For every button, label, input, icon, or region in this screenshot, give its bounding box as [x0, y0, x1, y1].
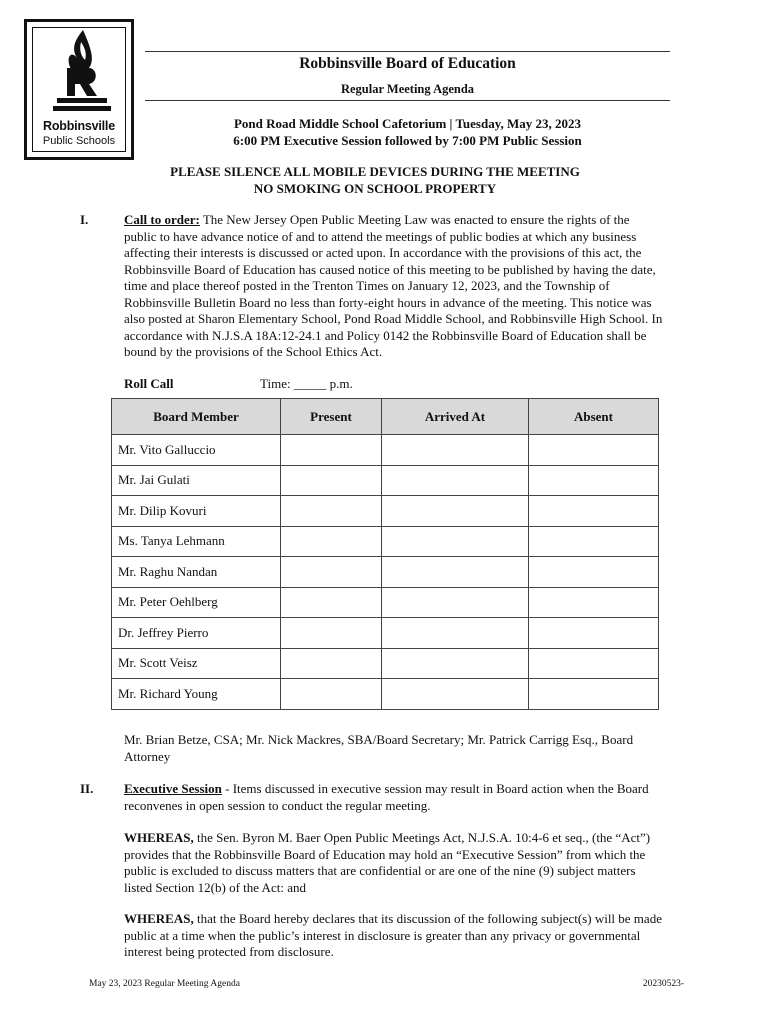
- column-header-present: Present: [281, 399, 382, 435]
- whereas-paragraph-1: [124, 830, 664, 896]
- staff-attendees: Mr. Brian Betze, CSA; Mr. Nick Mackres, SBA/Board Secretary; Mr. Patrick Carrigg Esq., Board Attorney: [124, 732, 634, 764]
- absent-cell[interactable]: [529, 587, 659, 618]
- logo-subtitle: Public Schools: [42, 135, 116, 147]
- arrived-at-cell[interactable]: [382, 526, 529, 557]
- member-name: Mr. Peter Oehlberg: [112, 587, 281, 618]
- table-row: [112, 618, 659, 649]
- absent-cell[interactable]: [529, 465, 659, 496]
- arrived-at-cell[interactable]: [382, 679, 529, 710]
- member-name: Mr. Dilip Kovuri: [112, 496, 281, 527]
- section-2-body: - Items discussed in executive session may result in Board action when the Board reconvenes in open session to conduct the regular meeting.: [124, 781, 649, 813]
- present-cell[interactable]: [281, 435, 382, 466]
- column-header-board-member: Board Member: [112, 399, 281, 435]
- document-title: Robbinsville Board of Education: [299, 55, 516, 72]
- member-name: Mr. Richard Young: [112, 679, 281, 710]
- section-1-body: The New Jersey Open Public Meeting Law was enacted to ensure the rights of the public to have advance notice of and to attend the meetings of public bodies at which any business affecting their interests is discussed or acted upon. In accordance with the provisions of this act, the Robbinsville Board of Education has caused notice of this meeting to be published by having the date, time and place thereof posted in the Trenton Times on January 12, 2023, and the Township of Robbinsville Bulletin Board no less than forty-eight hours in advance of the meeting. This notice was also posted at Sharon Elementary School, Pond Road Middle School, and Robbinsville High School. In accordance with N.J.S.A 18A:12-24.1 and Policy 0142 the Robbinsville Board of Education shall be bound by the provisions of the School Ethics Act.: [124, 212, 663, 359]
- table-row: [112, 648, 659, 679]
- column-header-arrived-at: Arrived At: [382, 399, 529, 435]
- arrived-at-cell[interactable]: [382, 587, 529, 618]
- present-cell[interactable]: [281, 618, 382, 649]
- table-row: [112, 587, 659, 618]
- table-row: [112, 465, 659, 496]
- location-line: Pond Road Middle School Cafetorium | Tuesday, May 23, 2023: [233, 116, 582, 131]
- member-name: Mr. Vito Galluccio: [112, 435, 281, 466]
- roll-call-label: Roll Call: [124, 376, 174, 391]
- absent-cell[interactable]: [529, 496, 659, 527]
- meeting-notice: [145, 163, 605, 197]
- footer-left: May 23, 2023 Regular Meeting Agenda: [89, 979, 240, 989]
- meeting-details: [145, 115, 670, 149]
- section-1-paragraph: [124, 212, 664, 361]
- present-cell[interactable]: [281, 648, 382, 679]
- absent-cell[interactable]: [529, 679, 659, 710]
- district-logo: [24, 19, 134, 160]
- section-1-numeral: I.: [80, 212, 89, 227]
- present-cell[interactable]: [281, 557, 382, 588]
- whereas-2-label: WHEREAS,: [124, 911, 194, 926]
- arrived-at-cell[interactable]: [382, 618, 529, 649]
- header-rule-top: [145, 51, 670, 52]
- arrived-at-cell[interactable]: [382, 557, 529, 588]
- roll-call-line: [124, 376, 353, 392]
- absent-cell[interactable]: [529, 648, 659, 679]
- member-name: Dr. Jeffrey Pierro: [112, 618, 281, 649]
- header-rule-bottom: [145, 100, 670, 101]
- section-2-numeral: II.: [80, 781, 94, 796]
- table-row: [112, 526, 659, 557]
- section-1-heading: Call to order:: [124, 212, 200, 227]
- column-header-absent: Absent: [529, 399, 659, 435]
- table-row: [112, 679, 659, 710]
- member-name: Ms. Tanya Lehmann: [112, 526, 281, 557]
- table-row: [112, 557, 659, 588]
- document-subtitle: Regular Meeting Agenda: [340, 82, 475, 96]
- arrived-at-cell[interactable]: [382, 465, 529, 496]
- notice-line-1: PLEASE SILENCE ALL MOBILE DEVICES DURING THE MEETING: [170, 164, 580, 179]
- whereas-1-label: WHEREAS,: [124, 830, 194, 845]
- present-cell[interactable]: [281, 587, 382, 618]
- notice-line-2: NO SMOKING ON SCHOOL PROPERTY: [253, 181, 497, 196]
- table-header-row: [112, 399, 659, 435]
- absent-cell[interactable]: [529, 618, 659, 649]
- member-name: Mr. Jai Gulati: [112, 465, 281, 496]
- section-2-paragraph: [124, 781, 664, 814]
- whereas-paragraph-2: [124, 911, 664, 961]
- absent-cell[interactable]: [529, 435, 659, 466]
- arrived-at-cell[interactable]: [382, 496, 529, 527]
- absent-cell[interactable]: [529, 526, 659, 557]
- whereas-2-body: that the Board hereby declares that its discussion of the following subject(s) will be made public at a time when the public’s interest in disclosure is greater than any privacy or governmental interest being protected from disclosure.: [124, 911, 662, 959]
- absent-cell[interactable]: [529, 557, 659, 588]
- table-row: [112, 435, 659, 466]
- member-name: Mr. Scott Veisz: [112, 648, 281, 679]
- present-cell[interactable]: [281, 496, 382, 527]
- present-cell[interactable]: [281, 465, 382, 496]
- member-name: Mr. Raghu Nandan: [112, 557, 281, 588]
- footer-right: 20230523-: [642, 979, 684, 989]
- logo-name: Robbinsville: [43, 119, 115, 133]
- table-row: [112, 496, 659, 527]
- whereas-1-body: the Sen. Byron M. Baer Open Public Meetings Act, N.J.S.A. 10:4-6 et seq., (the “Act”) provides that the Robbinsville Board of Education may hold an “Executive Session” from which the public is excluded to discuss matters that are confidential or are one of the nine (9) subject matters listed Section 12(b) of the Act: and: [124, 830, 651, 895]
- arrived-at-cell[interactable]: [382, 648, 529, 679]
- section-2-heading: Executive Session: [124, 781, 222, 796]
- present-cell[interactable]: [281, 679, 382, 710]
- session-line: 6:00 PM Executive Session followed by 7:00 PM Public Session: [233, 133, 582, 148]
- roll-call-table: [111, 398, 659, 710]
- torch-icon: [53, 28, 111, 116]
- roll-call-time: Time: _____ p.m.: [260, 376, 353, 391]
- arrived-at-cell[interactable]: [382, 435, 529, 466]
- present-cell[interactable]: [281, 526, 382, 557]
